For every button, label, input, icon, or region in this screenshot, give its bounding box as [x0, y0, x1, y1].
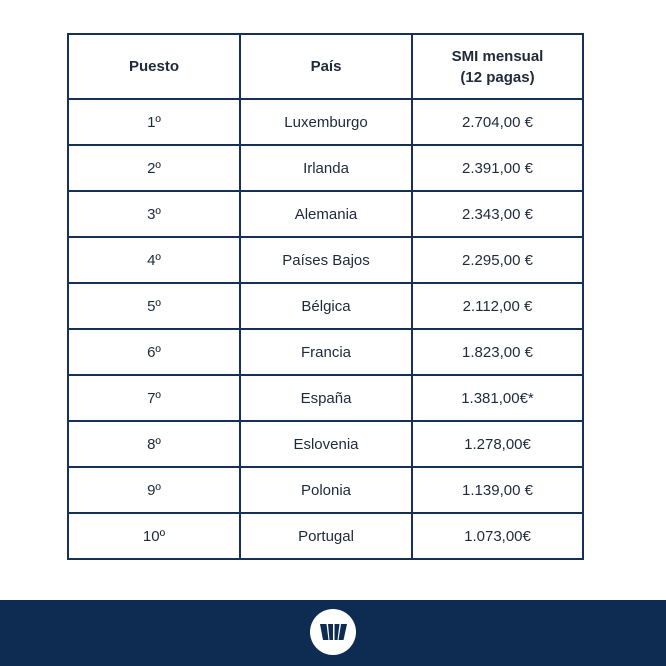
country-cell: Alemania	[240, 191, 412, 237]
rank-cell: 6º	[68, 329, 240, 375]
table-row	[68, 99, 583, 145]
rank-cell: 8º	[68, 421, 240, 467]
country-cell: Portugal	[240, 513, 412, 559]
header-country: País	[240, 34, 412, 99]
rank-cell: 2º	[68, 145, 240, 191]
salary-cell: 1.823,00 €	[412, 329, 583, 375]
table-row	[68, 421, 583, 467]
country-cell: Países Bajos	[240, 237, 412, 283]
rank-cell: 7º	[68, 375, 240, 421]
table-row	[68, 145, 583, 191]
rank-cell: 3º	[68, 191, 240, 237]
salary-cell: 2.112,00 €	[412, 283, 583, 329]
country-cell: Irlanda	[240, 145, 412, 191]
rank-cell: 9º	[68, 467, 240, 513]
table-row	[68, 467, 583, 513]
salary-ranking-table-container	[67, 33, 582, 560]
rank-cell: 10º	[68, 513, 240, 559]
rank-cell: 1º	[68, 99, 240, 145]
table-row	[68, 283, 583, 329]
brand-logo-icon[interactable]	[310, 609, 356, 655]
logo-mark-icon	[310, 609, 356, 655]
table-row	[68, 375, 583, 421]
table-row	[68, 191, 583, 237]
rank-cell: 5º	[68, 283, 240, 329]
salary-ranking-table	[67, 33, 584, 560]
salary-cell: 1.073,00€	[412, 513, 583, 559]
header-rank: Puesto	[68, 34, 240, 99]
country-cell: España	[240, 375, 412, 421]
header-salary-line1: SMI mensual	[451, 47, 544, 65]
rank-cell: 4º	[68, 237, 240, 283]
salary-cell: 1.278,00€	[412, 421, 583, 467]
header-salary-line2: (12 pagas)	[460, 68, 535, 86]
table-row	[68, 513, 583, 559]
country-cell: Luxemburgo	[240, 99, 412, 145]
salary-cell: 2.343,00 €	[412, 191, 583, 237]
table-header-row	[68, 34, 583, 99]
salary-cell: 2.295,00 €	[412, 237, 583, 283]
salary-cell: 2.391,00 €	[412, 145, 583, 191]
country-cell: Francia	[240, 329, 412, 375]
country-cell: Polonia	[240, 467, 412, 513]
country-cell: Eslovenia	[240, 421, 412, 467]
salary-cell: 1.139,00 €	[412, 467, 583, 513]
salary-cell: 1.381,00€*	[412, 375, 583, 421]
salary-cell: 2.704,00 €	[412, 99, 583, 145]
country-cell: Bélgica	[240, 283, 412, 329]
table-row	[68, 237, 583, 283]
table-row	[68, 329, 583, 375]
header-salary	[412, 34, 583, 99]
